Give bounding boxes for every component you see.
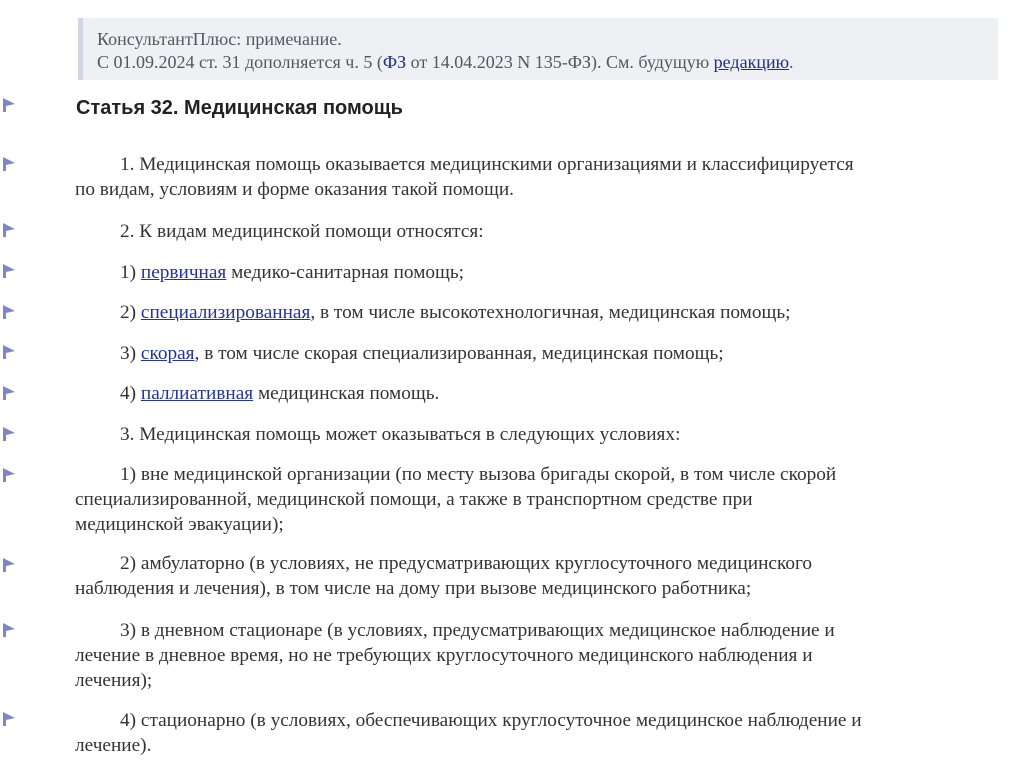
condition-2 [75, 551, 1005, 601]
bookmark-flag-icon[interactable] [2, 304, 16, 320]
bookmark-markers [0, 0, 20, 767]
edition-link[interactable]: редакцию [713, 52, 790, 72]
list-item-3 [75, 341, 1024, 366]
list-item-2-text: , в том числе высокотехнологичная, медицинская помощь; [310, 302, 791, 323]
bookmark-flag-icon[interactable] [2, 467, 16, 483]
bookmark-flag-icon[interactable] [2, 711, 16, 727]
list-item-2-number: 2) [120, 302, 141, 323]
condition-2-line-2: наблюдения и лечения), в том числе на дому при вызове медицинского работника; [75, 578, 752, 599]
bookmark-flag-icon[interactable] [2, 426, 16, 442]
list-item-1-text: медико-санитарная помощь; [226, 262, 465, 283]
condition-4-line-1: 4) стационарно (в условиях, обеспечивающих круглосуточное медицинское наблюдение и [120, 710, 862, 731]
emergency-care-link[interactable]: скорая [140, 343, 195, 364]
list-item-3-text: , в том числе скорая специализированная, медицинская помощь; [194, 343, 724, 364]
condition-1-line-2: специализированной, медицинской помощи, а также в транспортном средстве при [75, 489, 753, 510]
bookmark-flag-icon[interactable] [2, 622, 16, 638]
list-item-2 [75, 300, 1024, 325]
primary-care-link[interactable]: первичная [140, 262, 227, 283]
palliative-care-link[interactable]: паллиативная [140, 383, 254, 404]
condition-3-line-1: 3) в дневном стационаре (в условиях, предусматривающих медицинское наблюдение и [120, 620, 835, 641]
paragraph-1-line-1: 1. Медицинская помощь оказывается медицинскими организациями и классифицируется [120, 154, 854, 175]
note-text-end: . [789, 52, 794, 72]
note-heading: КонсультантПлюс: примечание. [97, 29, 342, 49]
condition-1-line-1: 1) вне медицинской организации (по месту вызова бригады скорой, в том числе скорой [120, 464, 837, 485]
condition-2-line-1: 2) амбулаторно (в условиях, не предусматривающих круглосуточного медицинского [120, 553, 813, 574]
bookmark-flag-icon[interactable] [2, 156, 16, 172]
list-item-4-text: медицинская помощь. [253, 383, 440, 404]
list-item-1-number: 1) [120, 262, 141, 283]
bookmark-flag-icon[interactable] [2, 263, 16, 279]
article-title: Статья 32. Медицинская помощь [76, 97, 403, 119]
list-item-4 [75, 381, 1024, 406]
list-item-3-number: 3) [120, 343, 141, 364]
list-item-1 [75, 260, 1024, 285]
bookmark-flag-icon[interactable] [2, 222, 16, 238]
condition-3-line-3: лечения); [75, 670, 153, 691]
paragraph-2: 2. К видам медицинской помощи относятся: [120, 221, 484, 242]
note-text-middle: от 14.04.2023 N 135-ФЗ). См. будущую [406, 52, 714, 72]
paragraph-3: 3. Медицинская помощь может оказываться в следующих условиях: [120, 424, 681, 445]
condition-1-line-3: медицинской эвакуации); [75, 514, 284, 535]
paragraph-1 [75, 152, 1005, 202]
consultant-note [78, 18, 998, 80]
condition-4 [75, 708, 1005, 758]
bookmark-flag-icon[interactable] [2, 385, 16, 401]
note-text [97, 51, 998, 74]
condition-3 [75, 618, 1005, 693]
bookmark-flag-icon[interactable] [2, 344, 16, 360]
bookmark-flag-icon[interactable] [2, 557, 16, 573]
paragraph-1-line-2: по видам, условиям и форме оказания такой помощи. [75, 179, 514, 200]
note-text-start: С 01.09.2024 ст. 31 дополняется ч. 5 ( [97, 52, 383, 72]
bookmark-flag-icon[interactable] [2, 97, 16, 113]
condition-1 [75, 462, 1005, 537]
list-item-4-number: 4) [120, 383, 141, 404]
fz-link[interactable]: ФЗ [382, 52, 407, 72]
condition-3-line-2: лечение в дневное время, но не требующих круглосуточного медицинского наблюдения и [75, 645, 813, 666]
condition-4-line-2: лечение). [75, 735, 152, 756]
specialized-care-link[interactable]: специализированная [140, 302, 311, 323]
